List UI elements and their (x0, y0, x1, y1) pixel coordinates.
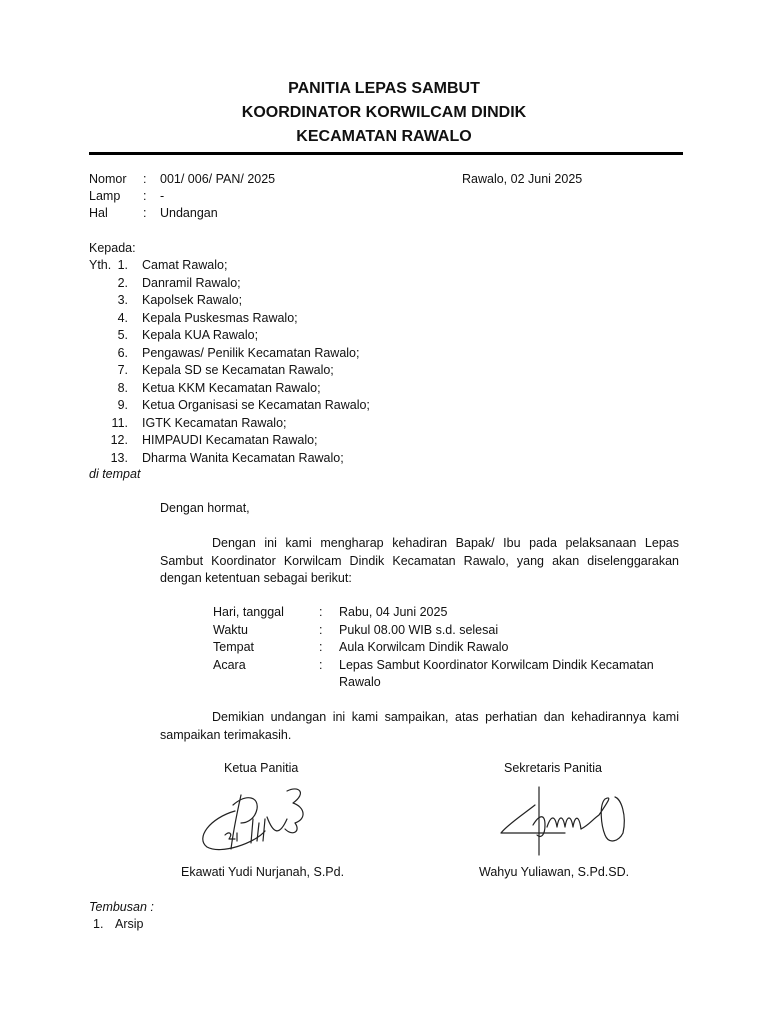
recipient-item: IGTK Kecamatan Rawalo; (142, 415, 287, 430)
recipient-item: Ketua KKM Kecamatan Rawalo; (142, 380, 321, 395)
right-signatory-name: Wahyu Yuliawan, S.Pd.SD. (479, 865, 630, 879)
tembusan-number: 1. (93, 917, 104, 931)
left-signatory-role: Ketua Panitia (224, 761, 299, 775)
place-date: Rawalo, 02 Juni 2025 (462, 172, 583, 186)
detail-value-acara-line2: Rawalo (339, 675, 381, 689)
detail-label-waktu: Waktu (213, 622, 248, 637)
recipient-item: Danramil Rawalo; (142, 275, 241, 290)
detail-colon: : (319, 605, 323, 619)
recipient-number: 11. (111, 415, 128, 430)
recipient-number: 4. (117, 310, 128, 325)
nomor-label: Nomor (89, 172, 127, 186)
lamp-label: Lamp (89, 189, 121, 203)
greeting: Dengan hormat, (160, 501, 250, 515)
detail-colon: : (319, 640, 323, 654)
letterhead-line-1: PANITIA LEPAS SAMBUT (288, 80, 480, 97)
nomor-value: 001/ 006/ PAN/ 2025 (160, 172, 276, 186)
recipient-item: Ketua Organisasi se Kecamatan Rawalo; (142, 398, 370, 412)
lamp-value: - (160, 189, 165, 203)
recipient-item: Camat Rawalo; (142, 258, 228, 272)
left-signatory-name: Ekawati Yudi Nurjanah, S.Pd. (181, 865, 345, 879)
detail-colon: : (319, 622, 323, 637)
recipient-number: 12. (110, 433, 128, 447)
recipient-item: Kepala Puskesmas Rawalo; (142, 310, 298, 325)
detail-label-tempat: Tempat (213, 640, 254, 654)
hal-value: Undangan (160, 206, 218, 220)
yth-label: Yth. (89, 258, 112, 272)
recipient-item: HIMPAUDI Kecamatan Rawalo; (142, 433, 318, 447)
recipient-item: Kepala SD se Kecamatan Rawalo; (142, 363, 334, 377)
lamp-colon: : (143, 189, 147, 203)
recipient-item: Kapolsek Rawalo; (142, 293, 243, 307)
letterhead-line-2: KOORDINATOR KORWILCAM DINDIK (241, 104, 527, 121)
hal-label: Hal (89, 206, 108, 220)
recipient-number: 6. (117, 345, 128, 360)
recipient-number: 8. (117, 380, 128, 395)
recipient-number: 2. (117, 275, 128, 290)
recipient-item: Dharma Wanita Kecamatan Rawalo; (142, 450, 344, 465)
detail-value-hari: Rabu, 04 Juni 2025 (339, 605, 448, 619)
hal-colon: : (143, 206, 147, 220)
left-signature-image (195, 783, 335, 855)
detail-value-waktu: Pukul 08.00 WIB s.d. selesai (339, 622, 499, 637)
recipient-item: Pengawas/ Penilik Kecamatan Rawalo; (142, 345, 360, 360)
detail-value-acara: Lepas Sambut Koordinator Korwilcam Dindik Kecamatan (339, 657, 654, 672)
tembusan-item: Arsip (115, 917, 144, 931)
recipient-number: 9. (117, 398, 128, 412)
header-divider (89, 152, 683, 155)
detail-value-tempat: Aula Korwilcam Dindik Rawalo (339, 640, 509, 654)
recipient-number: 3. (117, 293, 128, 307)
intro-paragraph: Dengan ini kami mengharap kehadiran Bapak/ Ibu pada pelaksanaan Lepas Sambut Koordinator Korwilcam Dindik Kecamatan Rawalo, yang akan diselenggarakan dengan ketentuan sebagai berikut: (160, 536, 679, 585)
detail-colon: : (319, 657, 323, 672)
tembusan-label: Tembusan : (89, 900, 154, 914)
detail-label-acara: Acara (213, 657, 246, 672)
nomor-colon: : (143, 172, 147, 186)
recipient-number: 13. (110, 450, 128, 465)
recipient-number: 1. (117, 258, 128, 272)
letterhead-line-3: KECAMATAN RAWALO (296, 128, 472, 145)
kepada-label: Kepada: (89, 241, 136, 255)
di-tempat: di tempat (89, 467, 141, 481)
recipient-number: 7. (117, 363, 128, 377)
closing-paragraph: Demikian undangan ini kami sampaikan, atas perhatian dan kehadirannya kami sampaikan terimakasih. (160, 710, 679, 742)
detail-label-hari: Hari, tanggal (213, 605, 284, 619)
recipient-number: 5. (117, 328, 128, 342)
right-signatory-role: Sekretaris Panitia (504, 761, 602, 775)
recipient-item: Kepala KUA Rawalo; (142, 328, 259, 342)
right-signature-image (495, 785, 635, 865)
